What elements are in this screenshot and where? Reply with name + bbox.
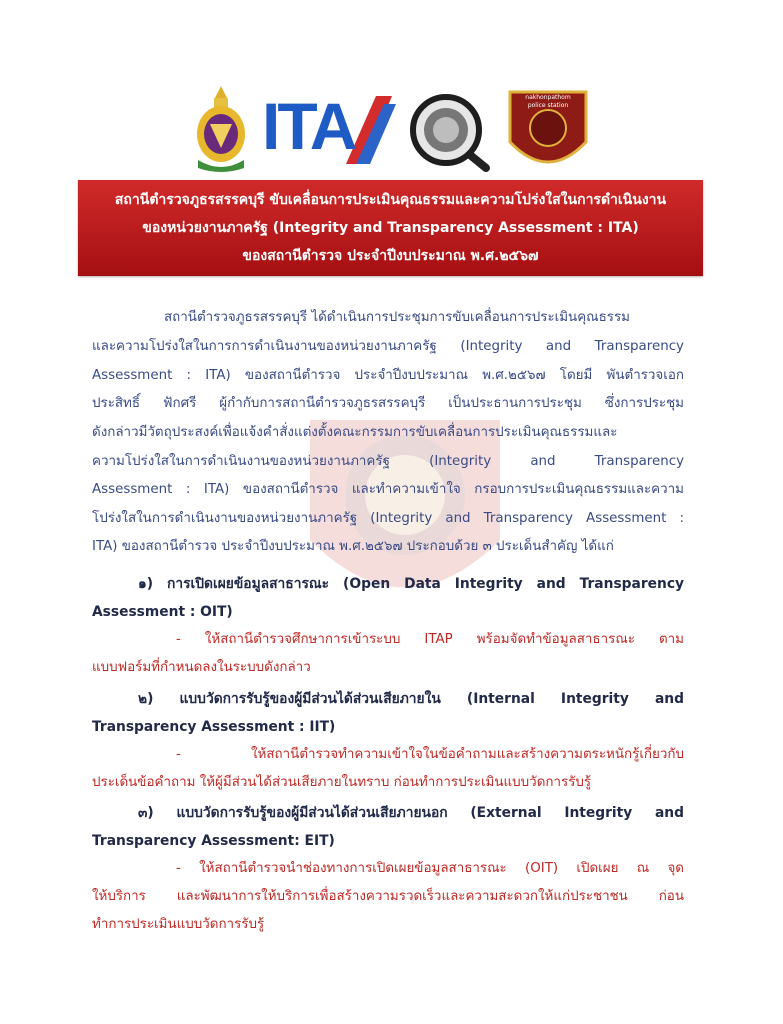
title-line: ของสถานีตำรวจ ประจำปีงบประมาณ พ.ศ.๒๕๖๗ [242,248,539,264]
paragraph-line: โปร่งใสในการดำเนินงานของหน่วยงานภาครัฐ (Integrity and Transparency Assessment : [92,511,684,526]
section-heading: ๒) แบบวัดการรับรู้ของผู้มีส่วนได้ส่วนเสียภายใน (Internal Integrity and [138,691,684,707]
section-heading: Transparency Assessment : IIT) [92,719,336,735]
paragraph-line: ความโปร่งใสในการดำเนินงานของหน่วยงานภาครัฐ (Integrity and Transparency [92,454,684,469]
paragraph-line: และความโปร่งใสในการการดำเนินงานของหน่วยงานภาครัฐ (Integrity and Transparency [92,339,684,354]
magnifying-glass-seal-icon [410,94,490,172]
police-station-badge [506,86,590,174]
logo-row [192,84,592,176]
paragraph-line: Assessment : ITA) ของสถานีตำรวจ และทำความเข้าใจ กรอบการประเมินคุณธรรมและความ [92,482,684,497]
section-detail: ประเด็นข้อคำถาม ให้ผู้มีส่วนได้ส่วนเสียภายในทราบ ก่อนทำการประเมินแบบวัดการรับรู้ [92,775,592,790]
paragraph-line: Assessment : ITA) ของสถานีตำรวจ ประจำปีงบประมาณ พ.ศ.๒๕๖๗ โดยมี พันตำรวจเอก [92,368,684,383]
section-detail: - ให้สถานีตำรวจศึกษาการเข้าระบบ ITAP พร้อมจัดทำข้อมูลสาธารณะ ตาม [176,632,684,647]
section-heading: Assessment : OIT) [92,604,233,620]
section-detail: ให้บริการ และพัฒนาการให้บริการเพื่อสร้างความรวดเร็วและความสะดวกให้แก่ประชาชน ก่อน [92,889,684,904]
section-heading: Transparency Assessment: EIT) [92,833,335,849]
ita-logo-text: ITA [262,89,355,163]
section-detail: ทำการประเมินแบบวัดการรับรู้ [92,917,265,932]
section-detail: - ให้สถานีตำรวจนำช่องทางการเปิดเผยข้อมูลสาธารณะ (OIT) เปิดเผย ณ จุด [176,861,684,876]
section-detail: แบบฟอร์มที่กำหนดลงในระบบดังกล่าว [92,660,311,675]
badge-text: nakhonpathom police station [525,94,571,109]
title-line: ของหน่วยงานภาครัฐ (Integrity and Transparency Assessment : ITA) [142,220,639,236]
section-heading: ๑) การเปิดเผยข้อมูลสาธารณะ (Open Data Integrity and Transparency [138,576,684,592]
paragraph-line: ประสิทธิ์ ฟักศรี ผู้กำกับการสถานีตำรวจภูธรสรรคบุรี เป็นประธานการประชุม ซึ่งการประชุม [92,396,684,411]
paragraph-line: สถานีตำรวจภูธรสรรคบุรี ได้ดำเนินการประชุมการขับเคลื่อนการประเมินคุณธรรม [164,310,630,325]
ita-logo [260,89,398,164]
paragraph-line: ดังกล่าวมีวัตถุประสงค์เพื่อแจ้งคำสั่งแต่งตั้งคณะกรรมการขับเคลื่อนการประเมินคุณธรรมและ [92,425,618,440]
section-detail: - ให้สถานีตำรวจทำความเข้าใจในข้อคำถามและสร้างความตระหนักรู้เกี่ยวกับ [176,747,684,762]
title-line: สถานีตำรวจภูธรสรรคบุรี ขับเคลื่อนการประเมินคุณธรรมและความโปร่งใสในการดำเนินงาน [114,192,667,208]
section-heading: ๓) แบบวัดการรับรู้ของผู้มีส่วนได้ส่วนเสียภายนอก (External Integrity and [138,805,684,821]
title-banner [78,180,703,276]
royal-thai-police-emblem-icon [192,84,250,172]
paragraph-line: ITA) ของสถานีตำรวจ ประจำปีงบประมาณ พ.ศ.๒๕๖๗ ประกอบด้วย ๓ ประเด็นสำคัญ ได้แก่ [92,539,614,554]
